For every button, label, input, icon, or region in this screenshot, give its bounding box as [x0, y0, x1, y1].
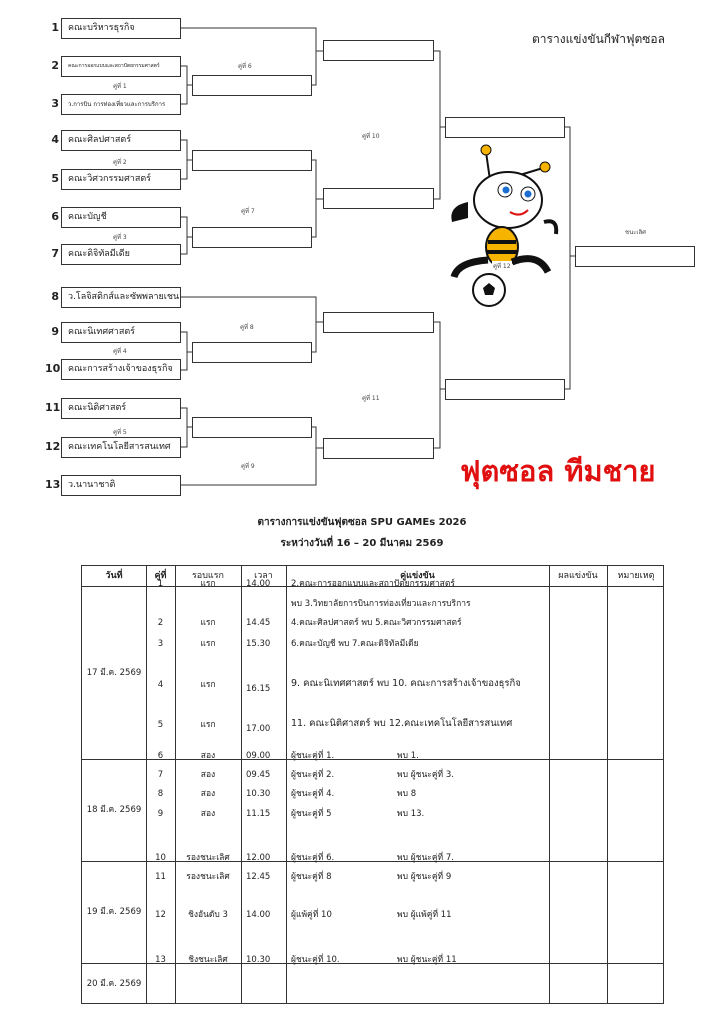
header-time: เวลา	[254, 571, 273, 581]
match-number: 13	[155, 955, 166, 965]
match-number: 12	[155, 910, 166, 920]
match-label-9: คู่ที่ 9	[241, 463, 255, 470]
team-slot: ว.นานาชาติ	[61, 475, 181, 496]
bee-mascot-illustration	[448, 142, 563, 310]
match-opponents-line2: พบ 3.วิทยาลัยการบินการท่องเที่ยวและการบริการ	[291, 599, 471, 609]
match-time: 14.00	[246, 910, 271, 920]
match-time: 15.30	[246, 639, 271, 649]
semifinal-box-2	[445, 379, 565, 400]
match-side-a: ผู้ชนะคู่ที่ 4.	[291, 789, 335, 799]
match-side-b: พบ ผู้แพ้คู่ที่ 11	[397, 910, 452, 920]
match-side-a: ผู้ชนะคู่ที่ 6.	[291, 853, 335, 863]
match-number: 6	[157, 751, 164, 761]
match-round: รองชนะเลิศ	[186, 872, 230, 882]
match-number: 10	[155, 853, 166, 863]
match-round: รองชนะเลิศ	[186, 853, 230, 863]
match-label-6: คู่ที่ 6	[238, 63, 252, 70]
seed-number: 4	[51, 133, 59, 146]
schedule-table	[81, 565, 664, 1004]
match-side-a: ผู้ชนะคู่ที่ 5	[291, 809, 332, 819]
match-time: 11.15	[246, 809, 271, 819]
schedule-title: ตารางการแข่งขันฟุตซอล SPU GAMEs 2026	[257, 517, 467, 528]
col-divider	[241, 566, 242, 1003]
match-opponents: 2.คณะการออกแบบและสถาปัตยกรรมศาสตร์	[291, 579, 455, 589]
header-match-no: คู่ที่	[154, 571, 167, 581]
match-round: แรก	[200, 618, 216, 628]
schedule-dates: ระหว่างวันที่ 16 – 20 มีนาคม 2569	[280, 538, 444, 549]
round3-box-3	[323, 312, 434, 333]
match-side-b: พบ ผู้ชนะคู่ที่ 11	[397, 955, 457, 965]
match-label-3: คู่ที่ 3	[113, 234, 127, 241]
team-slot: ว.โลจิสติกส์และซัพพลายเชน	[61, 287, 181, 308]
match-number: 9	[157, 809, 164, 819]
match-label-5: คู่ที่ 5	[113, 429, 127, 436]
match-label-10: คู่ที่ 10	[362, 133, 380, 140]
match-label-11: คู่ที่ 11	[362, 395, 380, 402]
round2-box-team11-12	[192, 417, 312, 438]
match-round: สอง	[200, 809, 216, 819]
match-number: 7	[157, 770, 164, 780]
match-label-2: คู่ที่ 2	[113, 159, 127, 166]
bracket-title: ตารางแข่งขันกีฬาฟุตซอล	[532, 32, 665, 46]
seed-number: 9	[51, 325, 59, 338]
match-round: แรก	[200, 579, 216, 589]
header-date: วันที่	[105, 571, 123, 581]
match-side-b: พบ 8	[397, 789, 417, 799]
col-divider	[286, 566, 287, 1003]
seed-number: 5	[51, 172, 59, 185]
match-side-a: ผู้แพ้คู่ที่ 10	[291, 910, 332, 920]
round2-box-match6	[192, 75, 312, 96]
match-time: 12.00	[246, 853, 271, 863]
match-number: 4	[157, 680, 164, 690]
match-opponents: 6.คณะบัญชี พบ 7.คณะดิจิทัลมีเดีย	[291, 639, 419, 649]
team-slot: ว.การบิน การท่องเที่ยวและการบริการ	[61, 94, 181, 115]
match-label-12: คู่ที่ 12	[493, 263, 511, 270]
match-time: 10.30	[246, 955, 271, 965]
match-round: แรก	[200, 720, 216, 730]
match-opponents: 9. คณะนิเทศศาสตร์ พบ 10. คณะการสร้างเจ้าของธุรกิจ	[291, 678, 521, 689]
seed-number: 13	[45, 478, 61, 491]
group-date: 20 มี.ค. 2569	[86, 979, 142, 989]
col-divider	[607, 566, 608, 1003]
group-date: 18 มี.ค. 2569	[86, 805, 142, 815]
seed-number: 2	[51, 59, 59, 72]
match-side-a: ผู้ชนะคู่ที่ 2.	[291, 770, 335, 780]
match-side-b: พบ ผู้ชนะคู่ที่ 7.	[397, 853, 454, 863]
seed-number: 3	[51, 97, 59, 110]
col-divider	[549, 566, 550, 1003]
match-number: 8	[157, 789, 164, 799]
match-time: 17.00	[246, 724, 271, 734]
round3-box-1	[323, 40, 434, 61]
match-label-8: คู่ที่ 8	[240, 324, 254, 331]
team-slot: คณะบริหารธุรกิจ	[61, 18, 181, 39]
match-side-b: พบ 13.	[397, 809, 425, 819]
match-time: 12.45	[246, 872, 271, 882]
match-number: 2	[157, 618, 164, 628]
match-label-1: คู่ที่ 1	[113, 83, 127, 90]
match-side-b: พบ 1.	[397, 751, 419, 761]
round3-box-2	[323, 188, 434, 209]
match-round: ชิงอันดับ 3	[188, 910, 228, 920]
seed-number: 1	[51, 21, 59, 34]
match-opponents: 11. คณะนิติศาสตร์ พบ 12.คณะเทคโนโลยีสารสนเทศ	[291, 718, 513, 729]
col-divider	[175, 566, 176, 1003]
seed-number: 10	[45, 362, 61, 375]
team-slot: คณะดิจิทัลมีเดีย	[61, 244, 181, 265]
team-slot: คณะศิลปศาสตร์	[61, 130, 181, 151]
match-time: 09.45	[246, 770, 271, 780]
team-slot: คณะนิติศาสตร์	[61, 398, 181, 419]
header-remark: หมายเหตุ	[617, 571, 655, 581]
match-side-b: พบ ผู้ชนะคู่ที่ 9	[397, 872, 452, 882]
match-label-7: คู่ที่ 7	[241, 208, 255, 215]
match-round: แรก	[200, 639, 216, 649]
match-time: 10.30	[246, 789, 271, 799]
match-side-a: ผู้ชนะคู่ที่ 8	[291, 872, 332, 882]
match-side-a: ผู้ชนะคู่ที่ 1.	[291, 751, 335, 761]
group-date: 19 มี.ค. 2569	[86, 907, 142, 917]
match-number: 1	[157, 579, 164, 589]
header-opponents: คู่แข่งขัน	[400, 571, 435, 581]
match-round: แรก	[200, 680, 216, 690]
seed-number: 8	[51, 290, 59, 303]
team-slot: คณะวิศวกรรมศาสตร์	[61, 169, 181, 190]
match-number: 5	[157, 720, 164, 730]
match-side-b: พบ ผู้ชนะคู่ที่ 3.	[397, 770, 454, 780]
group-date: 17 มี.ค. 2569	[86, 667, 142, 678]
final-box	[575, 246, 695, 267]
match-time: 16.15	[246, 684, 271, 694]
header-round: รอบแรก	[191, 571, 225, 581]
team-category-title: ฟุตซอล ทีมชาย	[460, 454, 656, 488]
final-label: ชนะเลิศ	[625, 229, 646, 236]
seed-number: 6	[51, 210, 59, 223]
round3-box-4	[323, 438, 434, 459]
team-slot: คณะบัญชี	[61, 207, 181, 228]
match-side-a: ผู้ชนะคู่ที่ 10.	[291, 955, 340, 965]
match-time: 14.00	[246, 579, 271, 589]
match-round: สอง	[200, 770, 216, 780]
semifinal-box-1	[445, 117, 565, 138]
round2-box-match8	[192, 342, 312, 363]
round2-box-match7	[192, 227, 312, 248]
team-slot: คณะนิเทศศาสตร์	[61, 322, 181, 343]
match-time: 14.45	[246, 618, 271, 628]
seed-number: 12	[45, 440, 61, 453]
match-time: 09.00	[246, 751, 271, 761]
match-round: สอง	[200, 751, 216, 761]
header-result: ผลแข่งขัน	[558, 571, 598, 581]
team-slot: คณะเทคโนโลยีสารสนเทศ	[61, 437, 181, 458]
team-slot: คณะการออกแบบและสถาปัตยกรรมศาสตร์	[61, 56, 181, 77]
match-round: ชิงชนะเลิศ	[188, 955, 228, 965]
match-round: สอง	[200, 789, 216, 799]
team-slot: คณะการสร้างเจ้าของธุรกิจ	[61, 359, 181, 380]
match-label-4: คู่ที่ 4	[113, 348, 127, 355]
match-number: 3	[157, 639, 164, 649]
match-number: 11	[155, 872, 166, 882]
seed-number: 11	[45, 401, 61, 414]
col-divider	[146, 566, 147, 1003]
seed-number: 7	[51, 247, 59, 260]
round2-box-team4-5	[192, 150, 312, 171]
match-opponents: 4.คณะศิลปศาสตร์ พบ 5.คณะวิศวกรรมศาสตร์	[291, 618, 462, 628]
